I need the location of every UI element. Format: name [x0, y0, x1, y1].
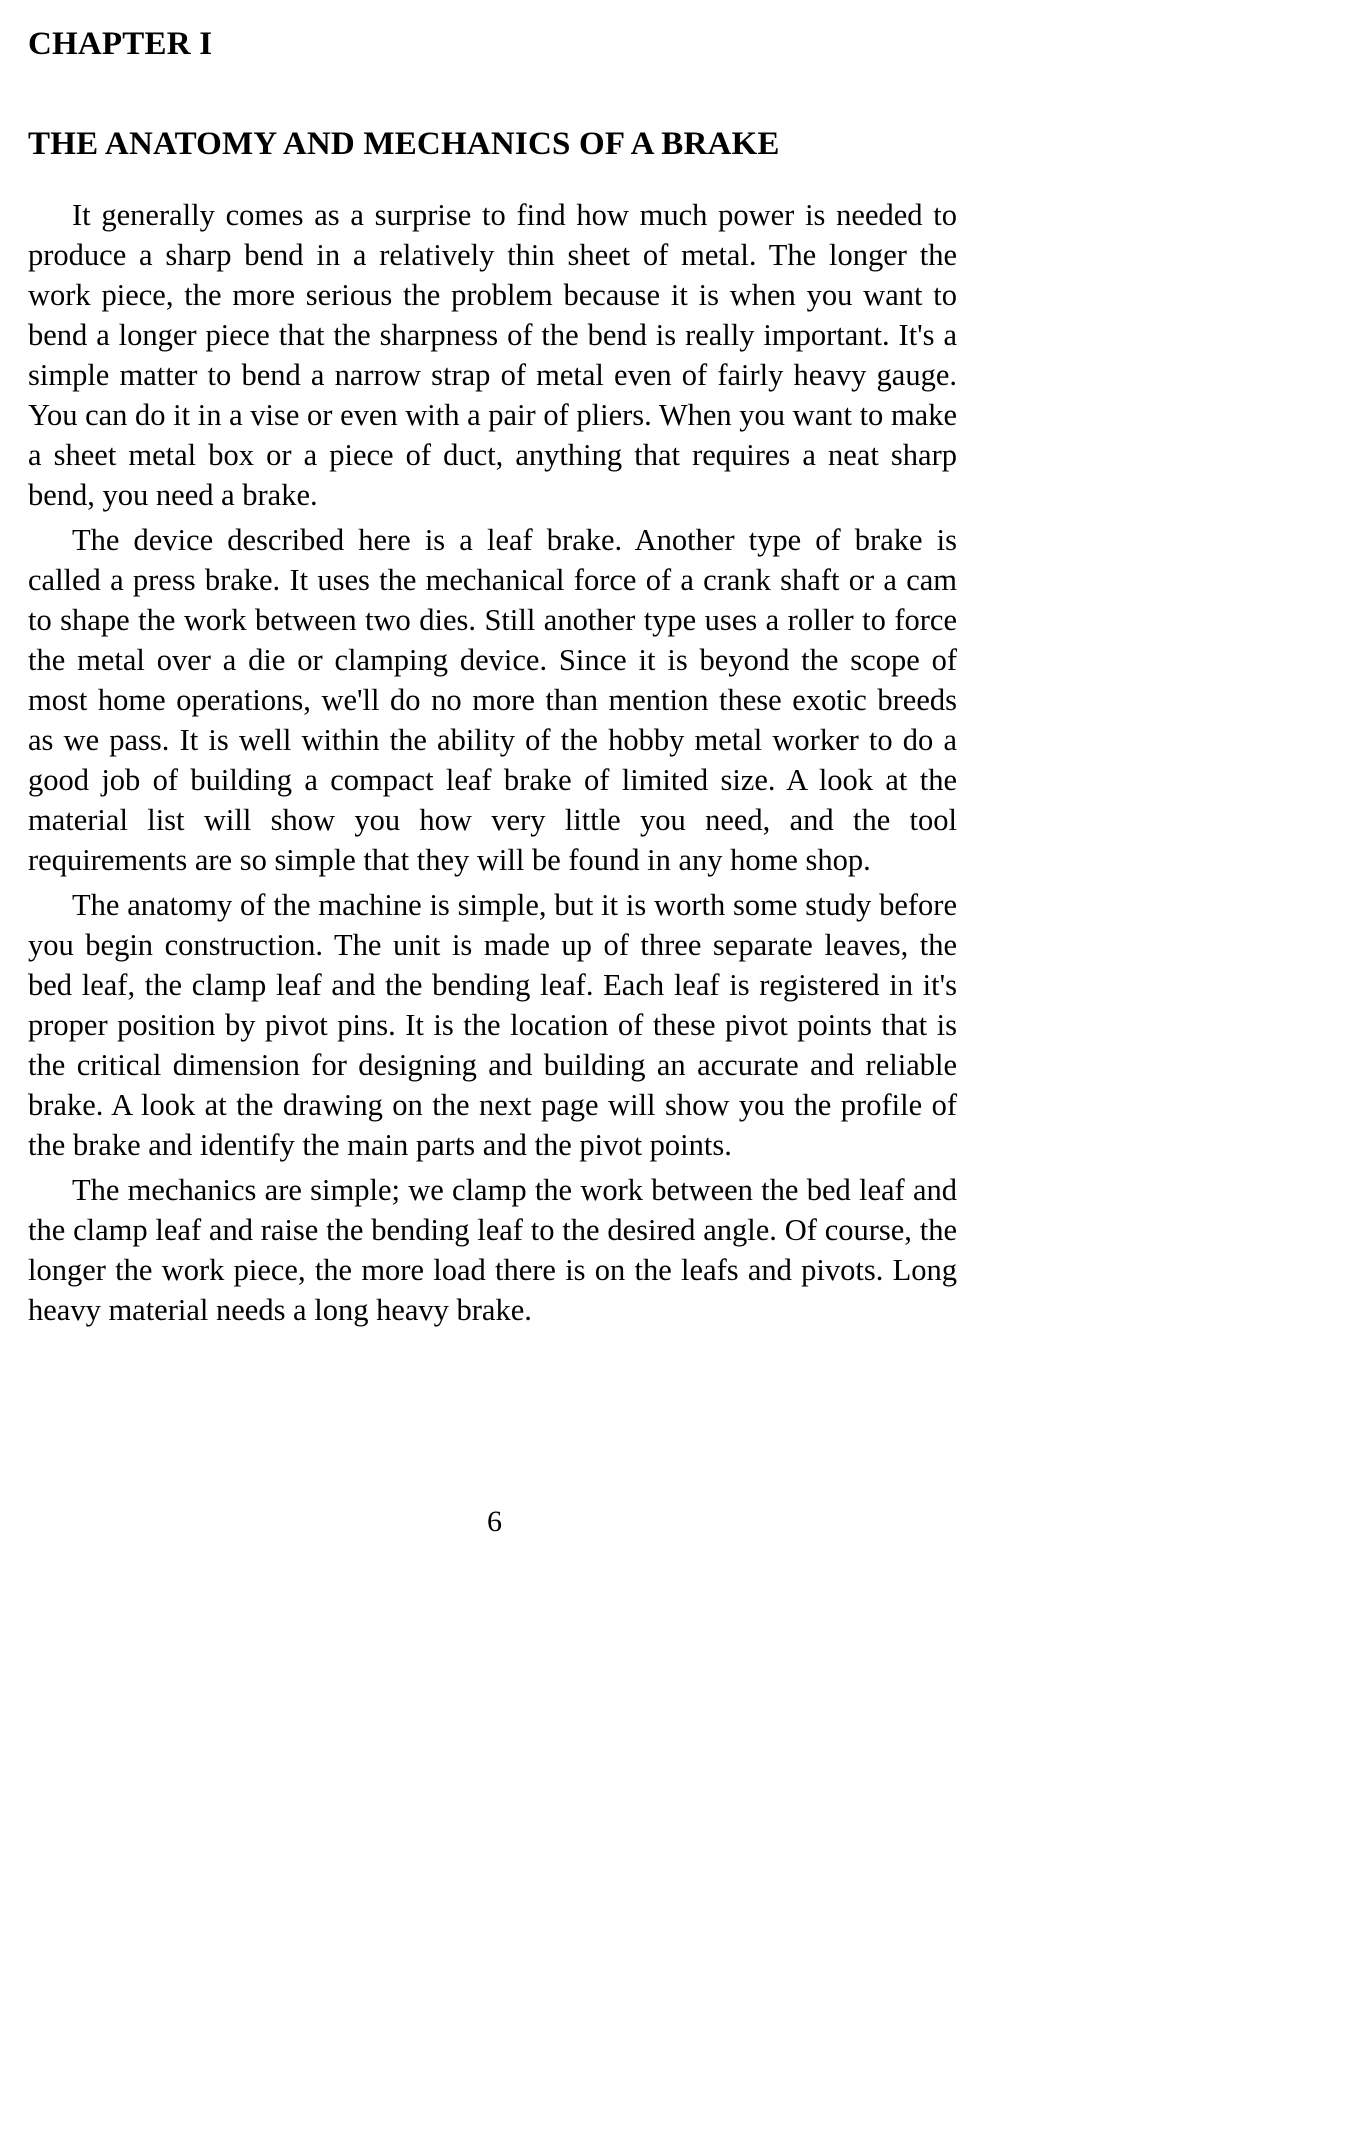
paragraph: The mechanics are simple; we clamp the work between the bed leaf and the clamp leaf and raise the bending leaf to the desired angle. Of course, the longer the work piece, the more load there is on the leafs and pivots. Long heavy material needs a long heavy brake. [28, 1173, 957, 1327]
page-number: 6 [487, 1505, 502, 1538]
chapter-title: THE ANATOMY AND MECHANICS OF A BRAKE [28, 126, 780, 162]
paragraph: It generally comes as a surprise to find how much power is needed to produce a sharp bend in a relatively thin sheet of metal. The longer the work piece, the more serious the problem because it is when you want to bend a longer piece that the sharpness of the bend is really important. It's a simple matter to bend a narrow strap of metal even of fairly heavy gauge. You can do it in a vise or even with a pair of pliers. When you want to make a sheet metal box or a piece of duct, anything that requires a neat sharp bend, you need a brake. [28, 198, 957, 512]
chapter-label: CHAPTER I [28, 26, 213, 62]
paragraph: The anatomy of the machine is simple, but it is worth some study before you begin construction. The unit is made up of three separate leaves, the bed leaf, the clamp leaf and the bending leaf. Each leaf is registered in it's proper position by pivot pins. It is the location of these pivot points that is the critical dimension for designing and building an accurate and reliable brake. A look at the drawing on the next page will show you the profile of the brake and identify the main parts and the pivot points. [28, 888, 957, 1162]
body-text [28, 195, 957, 1335]
paragraph: The device described here is a leaf brake. Another type of brake is called a press brake. It uses the mechanical force of a crank shaft or a cam to shape the work between two dies. Still another type uses a roller to force the metal over a die or clamping device. Since it is beyond the scope of most home operations, we'll do no more than mention these exotic breeds as we pass. It is well within the ability of the hobby metal worker to do a good job of building a compact leaf brake of limited size. A look at the material list will show you how very little you need, and the tool requirements are so simple that they will be found in any home shop. [28, 523, 957, 877]
